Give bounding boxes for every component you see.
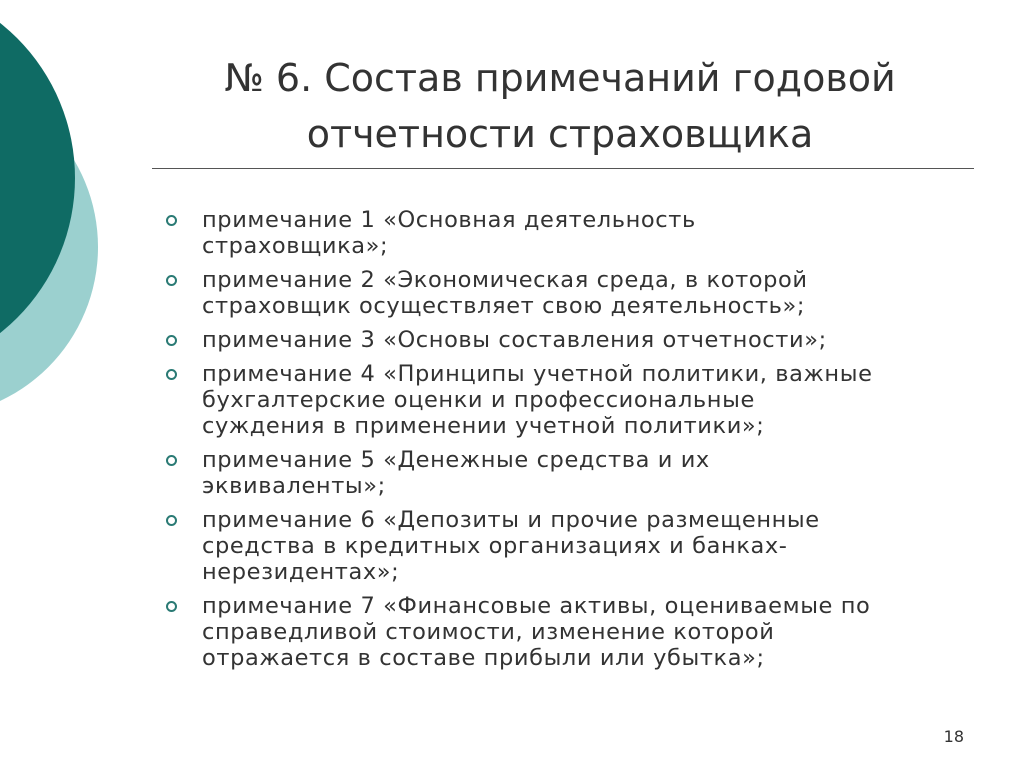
note-text-line: примечание 3 «Основы составления отчетности»; xyxy=(202,327,827,353)
note-text-line: примечание 4 «Принципы учетной политики, важные xyxy=(202,361,873,387)
note-text-line: суждения в применении учетной политики»; xyxy=(202,413,765,439)
slide-title-line: № 6. Состав примечаний годовой xyxy=(224,56,896,100)
note-text-line: отражается в составе прибыли или убытка»; xyxy=(202,645,765,671)
hollow-circle-bullet-icon xyxy=(166,369,177,380)
note-text-line: примечание 7 «Финансовые активы, оцениваемые по xyxy=(202,593,871,619)
slide-title-line: отчетности страховщика xyxy=(306,112,814,156)
notes-list xyxy=(160,207,980,679)
page-number: 18 xyxy=(943,727,964,746)
hollow-circle-bullet-icon xyxy=(166,601,177,612)
hollow-circle-bullet-icon xyxy=(166,215,177,226)
note-text-line: примечание 6 «Депозиты и прочие размещенные xyxy=(202,507,820,533)
note-text-line: примечание 2 «Экономическая среда, в которой xyxy=(202,267,808,293)
note-item-2 xyxy=(160,267,980,319)
note-text-line: справедливой стоимости, изменение которой xyxy=(202,619,775,645)
note-item-7 xyxy=(160,593,980,671)
note-text-line: примечание 1 «Основная деятельность xyxy=(202,207,696,233)
hollow-circle-bullet-icon xyxy=(166,515,177,526)
title-underline xyxy=(152,168,974,169)
note-item-5 xyxy=(160,447,980,499)
note-item-6 xyxy=(160,507,980,585)
note-item-1 xyxy=(160,207,980,259)
note-item-3 xyxy=(160,327,980,353)
note-item-4 xyxy=(160,361,980,439)
note-text-line: страховщик осуществляет свою деятельность»; xyxy=(202,293,806,319)
hollow-circle-bullet-icon xyxy=(166,335,177,346)
note-text-line: бухгалтерские оценки и профессиональные xyxy=(202,387,755,413)
hollow-circle-bullet-icon xyxy=(166,455,177,466)
hollow-circle-bullet-icon xyxy=(166,275,177,286)
slide-title xyxy=(150,50,970,162)
note-text-line: нерезидентах»; xyxy=(202,559,400,585)
decorative-circles xyxy=(0,0,120,420)
note-text-line: средства в кредитных организациях и банках- xyxy=(202,533,788,559)
note-text-line: эквиваленты»; xyxy=(202,473,386,499)
note-text-line: примечание 5 «Денежные средства и их xyxy=(202,447,710,473)
note-text-line: страховщика»; xyxy=(202,233,389,259)
